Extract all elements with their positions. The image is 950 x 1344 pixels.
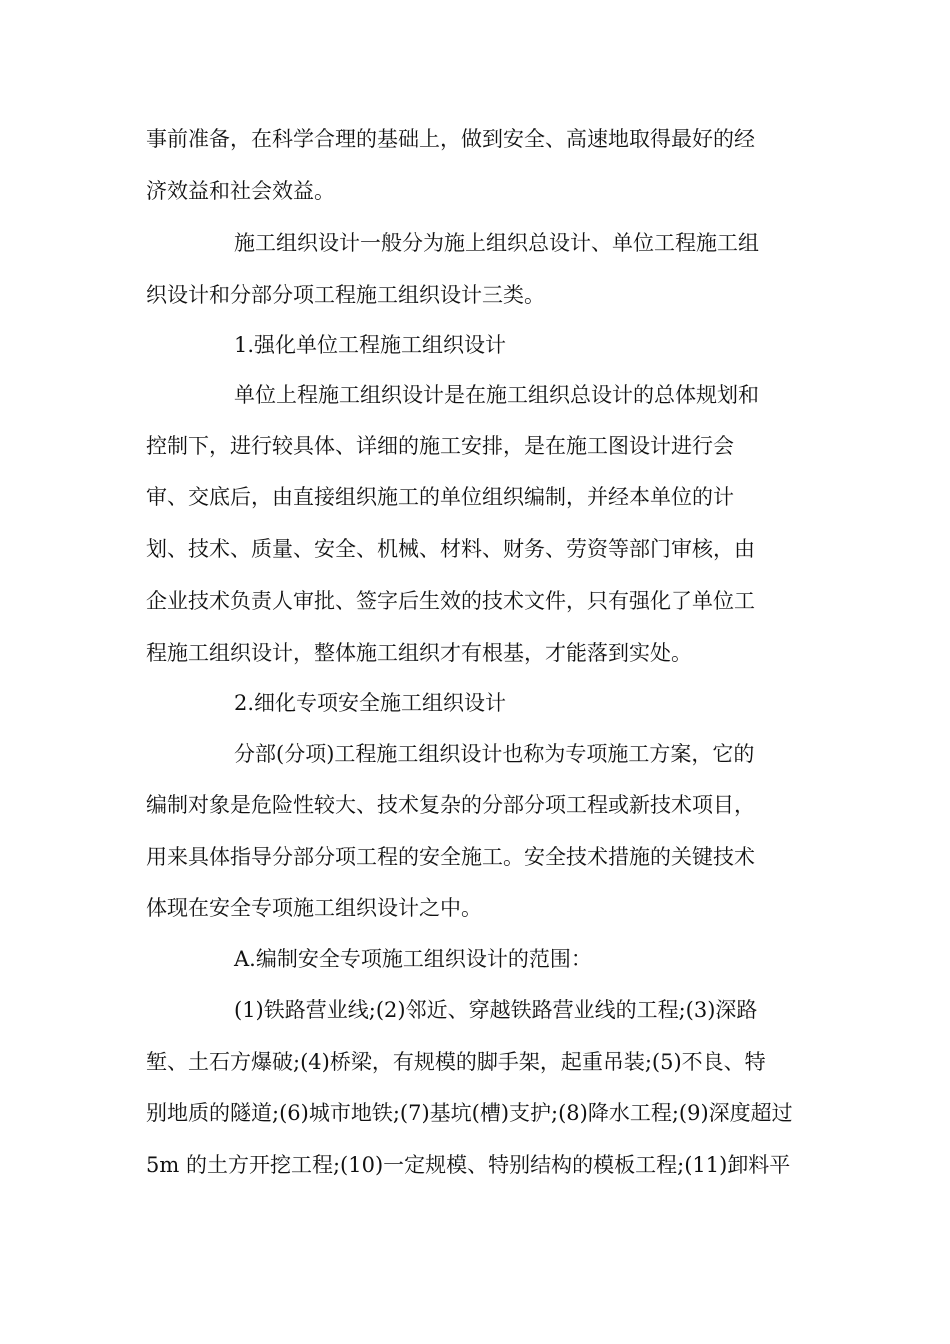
text-line: 程施工组织设计，整体施工组织才有根基，才能落到实处。 — [146, 641, 692, 665]
text-line: 编制对象是危险性较大、技术复杂的分部分项工程或新技术项目， — [146, 793, 755, 817]
text-line: (1)铁路营业线;(2)邻近、穿越铁路营业线的工程;(3)深路 — [234, 998, 758, 1022]
text-line: 控制下，进行较具体、详细的施工安排，是在施工图设计进行会 — [146, 434, 734, 458]
text-line: 织设计和分部分项工程施工组织设计三类。 — [146, 283, 545, 307]
text-line: 划、技术、质量、安全、机械、材料、财务、劳资等部门审核，由 — [146, 537, 755, 561]
text-line: 堑、土石方爆破;(4)桥梁，有规模的脚手架，起重吊装;(5)不良、特 — [146, 1050, 766, 1074]
text-line: 用来具体指导分部分项工程的安全施工。安全技术措施的关键技术 — [146, 845, 755, 869]
section-heading: 2.细化专项安全施工组织设计 — [234, 691, 507, 715]
text-line: 5m 的土方开挖工程;(10)一定规模、特别结构的模板工程;(11)卸料平 — [146, 1153, 791, 1177]
text-line: 单位上程施工组织设计是在施工组织总设计的总体规划和 — [234, 383, 759, 407]
text-line: 济效益和社会效益。 — [146, 179, 335, 203]
subsection-heading: A.编制安全专项施工组织设计的范围： — [234, 947, 592, 971]
text-line: 体现在安全专项施工组织设计之中。 — [146, 896, 482, 920]
text-line: 审、交底后，由直接组织施工的单位组织编制，并经本单位的计 — [146, 485, 734, 509]
text-line: 企业技术负责人审批、签字后生效的技术文件，只有强化了单位工 — [146, 589, 755, 613]
section-heading: 1.强化单位工程施工组织设计 — [234, 333, 507, 357]
text-line: 别地质的隧道;(6)城市地铁;(7)基坑(槽)支护;(8)降水工程;(9)深度超过 — [146, 1101, 793, 1125]
text-line: 事前准备，在科学合理的基础上，做到安全、高速地取得最好的经 — [146, 127, 755, 151]
text-line: 分部(分项)工程施工组织设计也称为专项施工方案，它的 — [234, 742, 755, 766]
text-line: 施工组织设计一般分为施上组织总设计、单位工程施工组 — [234, 231, 759, 255]
